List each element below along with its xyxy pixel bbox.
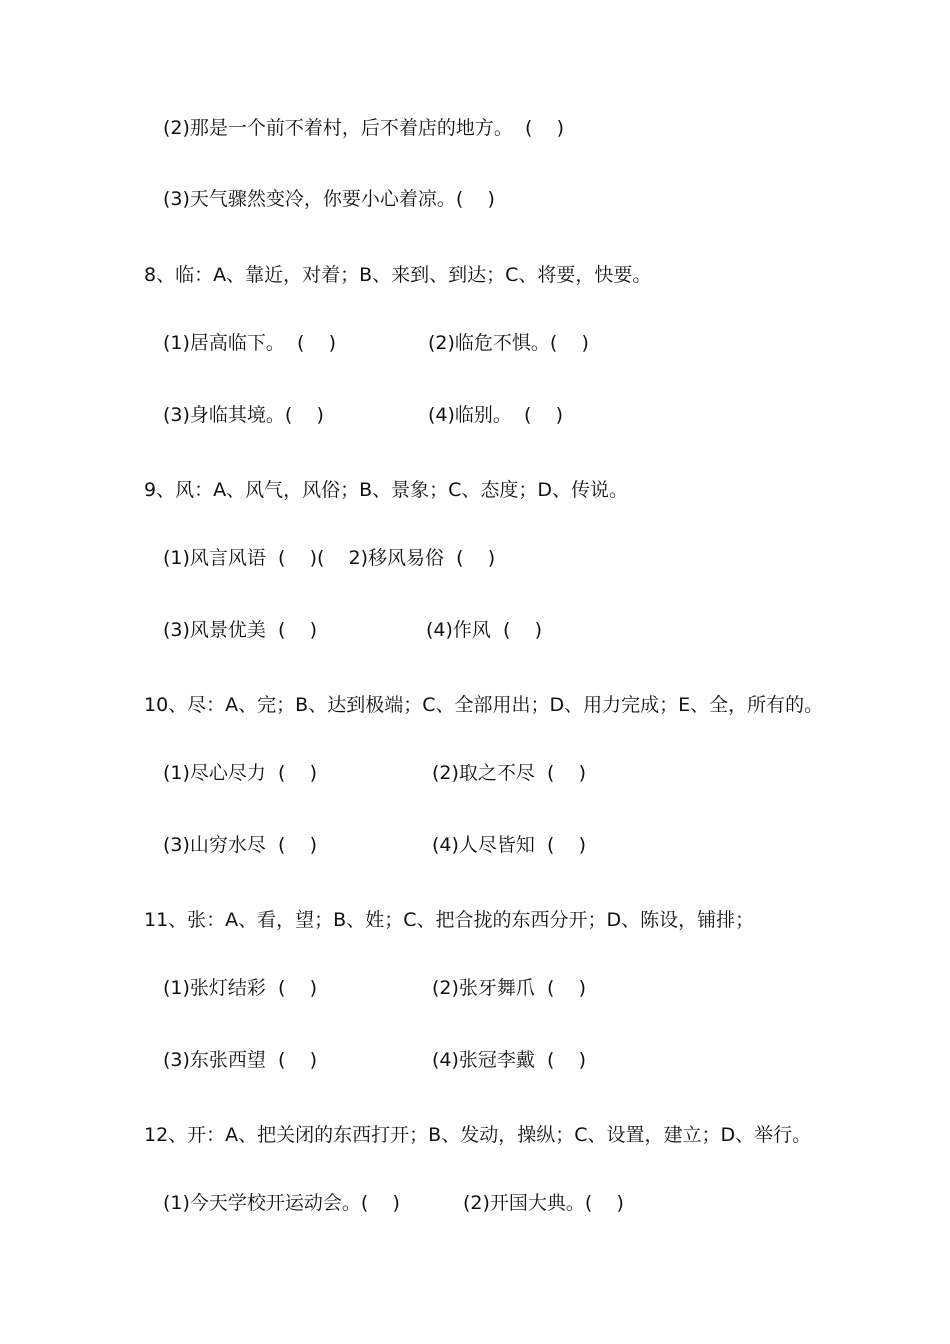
q9-item-3: (3)风景优美 ( )	[163, 619, 317, 641]
q12-item-2: (2)开国大典。( )	[463, 1192, 624, 1214]
q11-item-2: (2)张牙舞爪 ( )	[432, 977, 586, 999]
q9-item-4: (4)作风 ( )	[426, 619, 542, 641]
question-8-heading: 8、临：A、靠近，对着；B、来到、到达；C、将要，快要。	[144, 264, 652, 286]
q11-item-1: (1)张灯结彩 ( )	[163, 977, 317, 999]
q10-item-3: (3)山穷水尽 ( )	[163, 834, 317, 856]
q10-item-1: (1)尽心尽力 ( )	[163, 762, 317, 784]
q11-item-4: (4)张冠李戴 ( )	[432, 1049, 586, 1071]
question-10-heading: 10、尽：A、完；B、达到极端；C、全部用出；D、用力完成；E、全，所有的。	[144, 694, 824, 716]
q11-item-3: (3)东张西望 ( )	[163, 1049, 317, 1071]
question-9-heading: 9、风：A、风气，风俗；B、景象；C、态度；D、传说。	[144, 479, 629, 501]
q10-item-2: (2)取之不尽 ( )	[432, 762, 586, 784]
item-top-3: (3)天气骤然变冷，你要小心着凉。( )	[163, 188, 495, 210]
q12-item-1: (1)今天学校开运动会。( )	[163, 1192, 400, 1214]
q8-item-2: (2)临危不惧。( )	[428, 332, 589, 354]
question-12-heading: 12、开：A、把关闭的东西打开；B、发动，操纵；C、设置，建立；D、举行。	[144, 1124, 812, 1146]
question-11-heading: 11、张：A、看，望；B、姓；C、把合拢的东西分开；D、陈设，铺排；	[144, 909, 755, 931]
q8-item-4: (4)临别。 ( )	[428, 404, 563, 426]
q8-item-1: (1)居高临下。 ( )	[163, 332, 336, 354]
q10-item-4: (4)人尽皆知 ( )	[432, 834, 586, 856]
q8-item-3: (3)身临其境。( )	[163, 404, 324, 426]
q9-items-1-2: (1)风言风语 ( )( 2)移风易俗 ( )	[163, 547, 496, 569]
item-top-2: (2)那是一个前不着村，后不着店的地方。 ( )	[163, 117, 564, 139]
